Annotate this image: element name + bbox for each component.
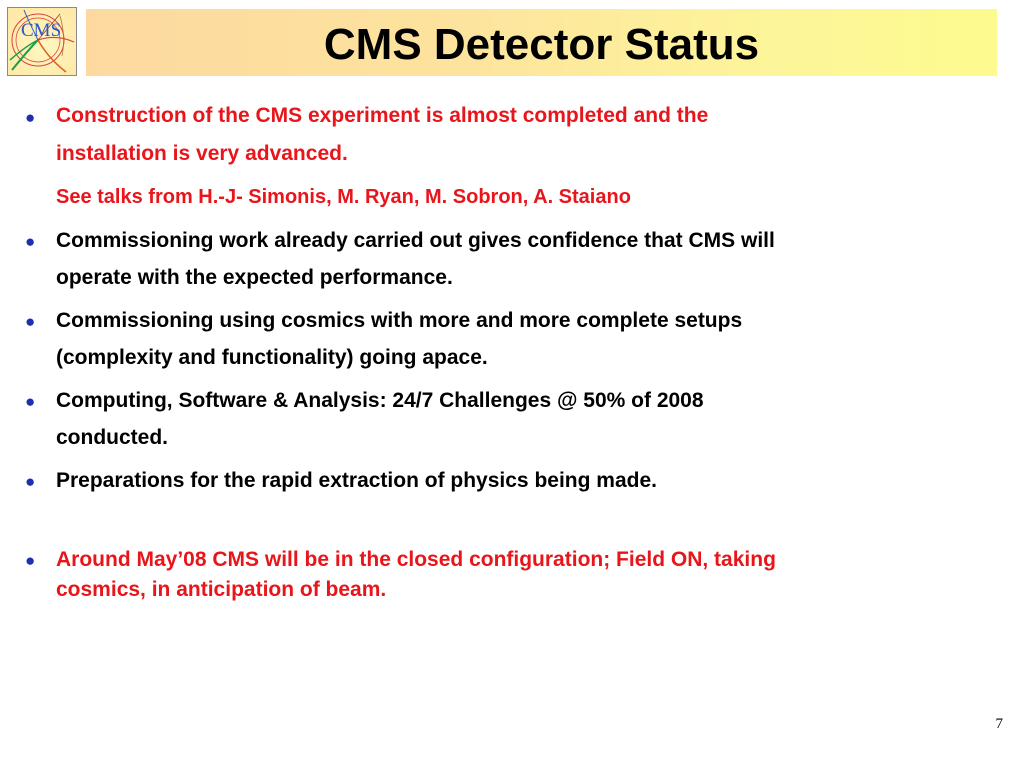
- cms-logo: [7, 7, 77, 76]
- bullet-marker: ●: [25, 108, 36, 127]
- bullet-line: installation is very advanced.: [56, 142, 348, 165]
- bullet-item: [56, 548, 956, 602]
- cms-logo-graphic: [8, 8, 77, 76]
- title-banner: [86, 9, 997, 76]
- bullet-item: [56, 309, 956, 370]
- bullet-line: Commissioning using cosmics with more and more complete setups: [56, 309, 743, 332]
- page-number: 7: [995, 716, 1003, 732]
- bullet-marker: ●: [25, 472, 36, 491]
- bullet-item: [56, 389, 956, 450]
- bullet-line: Computing, Software & Analysis: 24/7 Challenges @ 50% of 2008: [56, 389, 704, 412]
- logo-text: CMS: [21, 20, 62, 41]
- bullet-line: Construction of the CMS experiment is almost completed and the: [56, 104, 709, 127]
- bullet-marker: ●: [25, 312, 36, 331]
- bullet-item: [56, 104, 956, 209]
- bullet-marker: ●: [25, 551, 36, 570]
- bullet-line: Around May’08 CMS will be in the closed configuration; Field ON, taking: [56, 548, 776, 571]
- bullet-item: [56, 229, 956, 290]
- bullet-marker: ●: [25, 232, 36, 251]
- bullet-line: (complexity and functionality) going apace.: [56, 346, 488, 369]
- bullet-line: Commissioning work already carried out gives confidence that CMS will: [56, 229, 775, 252]
- bullet-line: Preparations for the rapid extraction of physics being made.: [56, 469, 657, 492]
- bullet-line: cosmics, in anticipation of beam.: [56, 578, 387, 601]
- bullet-item: [56, 469, 956, 493]
- bullet-note: See talks from H.-J- Simonis, M. Ryan, M. Sobron, A. Staiano: [56, 186, 631, 208]
- bullet-marker: ●: [25, 392, 36, 411]
- bullet-line: operate with the expected performance.: [56, 266, 453, 289]
- page-title: CMS Detector Status: [323, 20, 760, 69]
- bullet-line: conducted.: [56, 426, 169, 449]
